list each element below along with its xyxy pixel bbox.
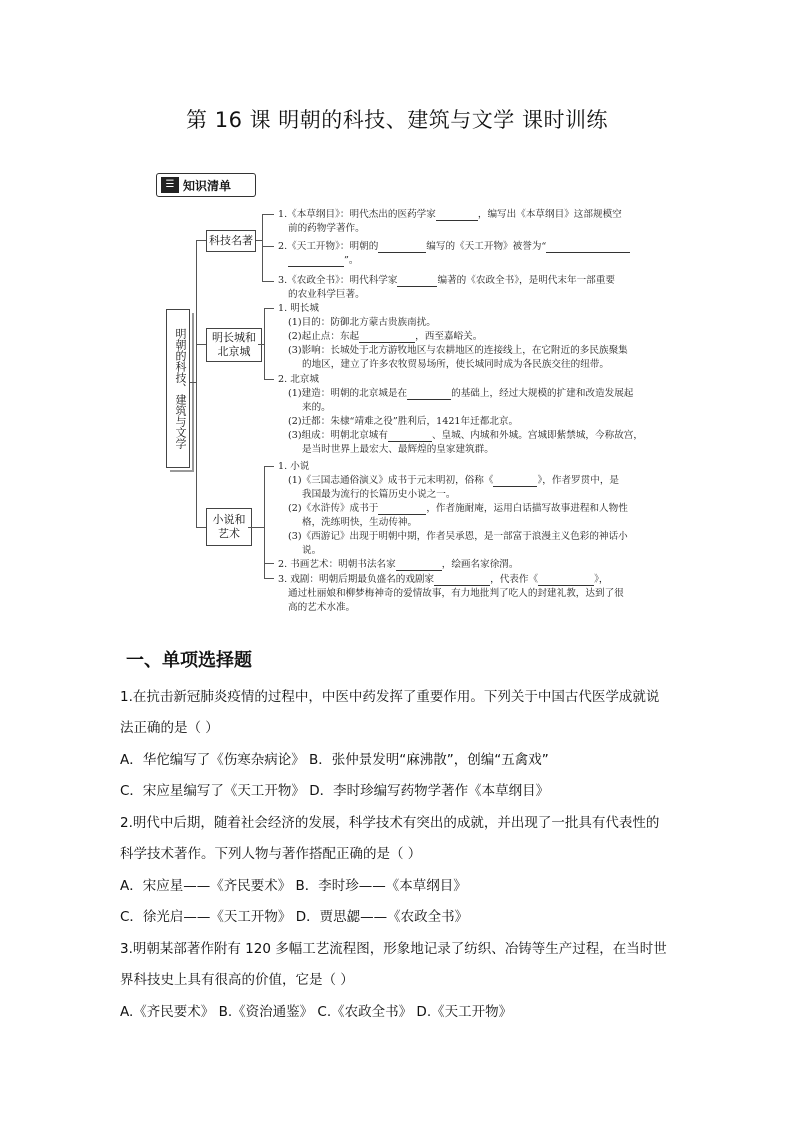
note-line: (3)影响：长城处于北方游牧地区与农耕地区的连接线上，在它附近的多民族聚集 <box>288 345 628 356</box>
option-line: A.《齐民要术》 B.《资治通鉴》 C.《农政全书》 D.《天工开物》 <box>120 1004 513 1020</box>
fill-blank[interactable] <box>493 476 537 487</box>
note-text: 2.《天工开物》：明朝的 <box>278 241 379 252</box>
category-tech-books: 科技名著 <box>206 230 256 252</box>
note-text: (3)组成：明朝北京城有 <box>288 430 388 441</box>
note-line: 1. 小说 <box>278 461 310 472</box>
note-line <box>288 387 633 400</box>
connector <box>248 527 264 528</box>
question-line: 3.明朝某部著作附有 120 多幅工艺流程图，形象地记录了纺织、冶铸等生产过程，在当时世 <box>120 941 667 957</box>
note-line: 是当时世界上最宏大、最辉煌的皇家建筑群。 <box>302 444 494 455</box>
connector <box>196 240 197 528</box>
connector <box>264 563 274 564</box>
note-text: ”。 <box>344 255 359 266</box>
note-line: 我国最为流行的长篇历史小说之一。 <box>302 489 456 500</box>
page-title: 第 16 课 明朝的科技、建筑与文学 课时训练 <box>186 108 608 132</box>
section-heading: 一、单项选择题 <box>126 650 252 671</box>
note-line <box>278 208 622 221</box>
note-text: (1)建造：明朝的北京城是在 <box>288 388 408 399</box>
fill-blank[interactable] <box>407 389 451 400</box>
category-great-wall-beijing: 明长城和北京城 <box>206 328 262 362</box>
knowledge-list-title: 知识清单 <box>183 178 232 193</box>
connector <box>264 379 274 380</box>
note-line <box>288 502 628 515</box>
root-node: 明朝的科技、建筑与文学 <box>166 309 190 468</box>
connector <box>264 308 265 380</box>
connector <box>262 246 274 247</box>
list-icon: ☰ <box>161 177 179 193</box>
note-text: ，代表作《 <box>490 574 539 585</box>
note-text: (1)《三国志通俗演义》成书于元末明初，俗称《 <box>288 475 494 486</box>
connector <box>264 578 274 579</box>
note-line <box>288 474 619 487</box>
note-line: 2. 北京城 <box>278 374 319 385</box>
fill-blank[interactable] <box>436 210 478 221</box>
connector <box>264 466 274 467</box>
fill-blank[interactable] <box>538 575 594 586</box>
note-text: 1.《本草纲目》：明代杰出的医药学家 <box>278 209 436 220</box>
note-line: (1)目的：防御北方蒙古贵族南扰。 <box>288 317 436 328</box>
note-line: 高的艺术水准。 <box>288 602 356 613</box>
note-text: 》，作者罗贯中，是 <box>537 475 620 486</box>
note-line: 的地区，建立了许多农牧贸易场所，使长城同时成为各民族交往的纽带。 <box>302 359 609 370</box>
fill-blank[interactable] <box>288 256 344 267</box>
fill-blank[interactable] <box>546 242 630 253</box>
option-line: A．宋应星——《齐民要术》 B．李时珍——《本草纲目》 <box>120 878 467 894</box>
question-line: 科学技术著作。下列人物与著作搭配正确的是（ ） <box>120 846 422 862</box>
option-line: C．徐光启——《天工开物》 D．贾思勰——《农政全书》 <box>120 909 469 925</box>
note-text: 的基础上，经过大规模的扩建和改造发展起 <box>451 388 634 399</box>
note-line: 来的。 <box>302 402 331 413</box>
connector <box>262 214 263 282</box>
knowledge-list-header <box>156 173 256 197</box>
question-line: 法正确的是（ ） <box>120 720 219 736</box>
fill-blank[interactable] <box>397 276 437 287</box>
note-text: 3. 戏剧：明朝后期最负盛名的戏剧家 <box>278 574 435 585</box>
note-text: 》， <box>594 574 609 585</box>
connector <box>264 466 265 578</box>
note-text: (2)《水浒传》成书于 <box>288 503 379 514</box>
note-text: 、皇城、内城和外城。宫城即紫禁城，今称故宫， <box>431 430 643 441</box>
note-line <box>288 429 643 442</box>
note-line: 的农业科学巨著。 <box>288 289 365 300</box>
note-line: 前的药物学著作。 <box>288 223 365 234</box>
note-line: 格，洗练明快，生动传神。 <box>302 517 418 528</box>
connector <box>262 214 274 215</box>
note-line <box>278 274 615 287</box>
note-text: 3.《农政全书》：明代科学家 <box>278 275 398 286</box>
connector <box>264 308 274 309</box>
note-text: ，绘画名家徐渭。 <box>441 559 519 570</box>
note-line <box>278 573 608 586</box>
note-line: 说。 <box>302 545 322 556</box>
fill-blank[interactable] <box>388 431 432 442</box>
fill-blank[interactable] <box>434 575 490 586</box>
fill-blank[interactable] <box>378 242 426 253</box>
note-text: 编著的《农政全书》，是明代末年一部重要 <box>437 275 615 286</box>
connector <box>262 281 274 282</box>
note-text: ，西至嘉峪关。 <box>415 331 483 342</box>
knowledge-mind-map <box>148 168 686 626</box>
option-line: A．华佗编写了《伤寒杂病论》 B．张仲景发明“麻沸散”，创编“五禽戏” <box>120 752 549 768</box>
note-text: ，编写出《本草纲目》这部规模空 <box>477 209 622 220</box>
note-line: (3)《西游记》出现于明朝中期，作者吴承恩，是一部富于浪漫主义色彩的神话小 <box>288 531 628 542</box>
fill-blank[interactable] <box>378 504 426 515</box>
note-line: 通过杜丽娘和柳梦梅神奇的爱情故事，有力地批判了吃人的封建礼教，达到了很 <box>288 588 624 599</box>
note-text: 2. 书画艺术：明朝书法名家 <box>278 559 396 570</box>
note-text: 编写的《天工开物》被誉为“ <box>426 241 547 252</box>
category-novels-arts: 小说和艺术 <box>206 508 252 546</box>
note-text: (2)起止点：东起 <box>288 331 360 342</box>
note-line <box>288 254 359 267</box>
fill-blank[interactable] <box>359 332 415 343</box>
question-line: 界科技史上具有很高的价值，它是（ ） <box>120 972 354 988</box>
question-line: 2.明代中后期，随着社会经济的发展，科学技术有突出的成就，并出现了一批具有代表性的 <box>120 815 660 831</box>
option-line: C．宋应星编写了《天工开物》 D．李时珍编写药物学著作《本草纲目》 <box>120 783 550 799</box>
note-line <box>278 240 630 253</box>
note-line <box>288 330 482 343</box>
note-line <box>278 558 518 571</box>
fill-blank[interactable] <box>396 560 442 571</box>
note-line: 1. 明长城 <box>278 303 319 314</box>
note-line: (2)迁都：朱棣“靖难之役”胜利后，1421年迁都北京。 <box>288 416 519 427</box>
question-line: 1.在抗击新冠肺炎疫情的过程中，中医中药发挥了重要作用。下列关于中国古代医学成就说 <box>120 689 660 705</box>
note-text: ，作者施耐庵，运用白话描写故事进程和人物性 <box>426 503 628 514</box>
